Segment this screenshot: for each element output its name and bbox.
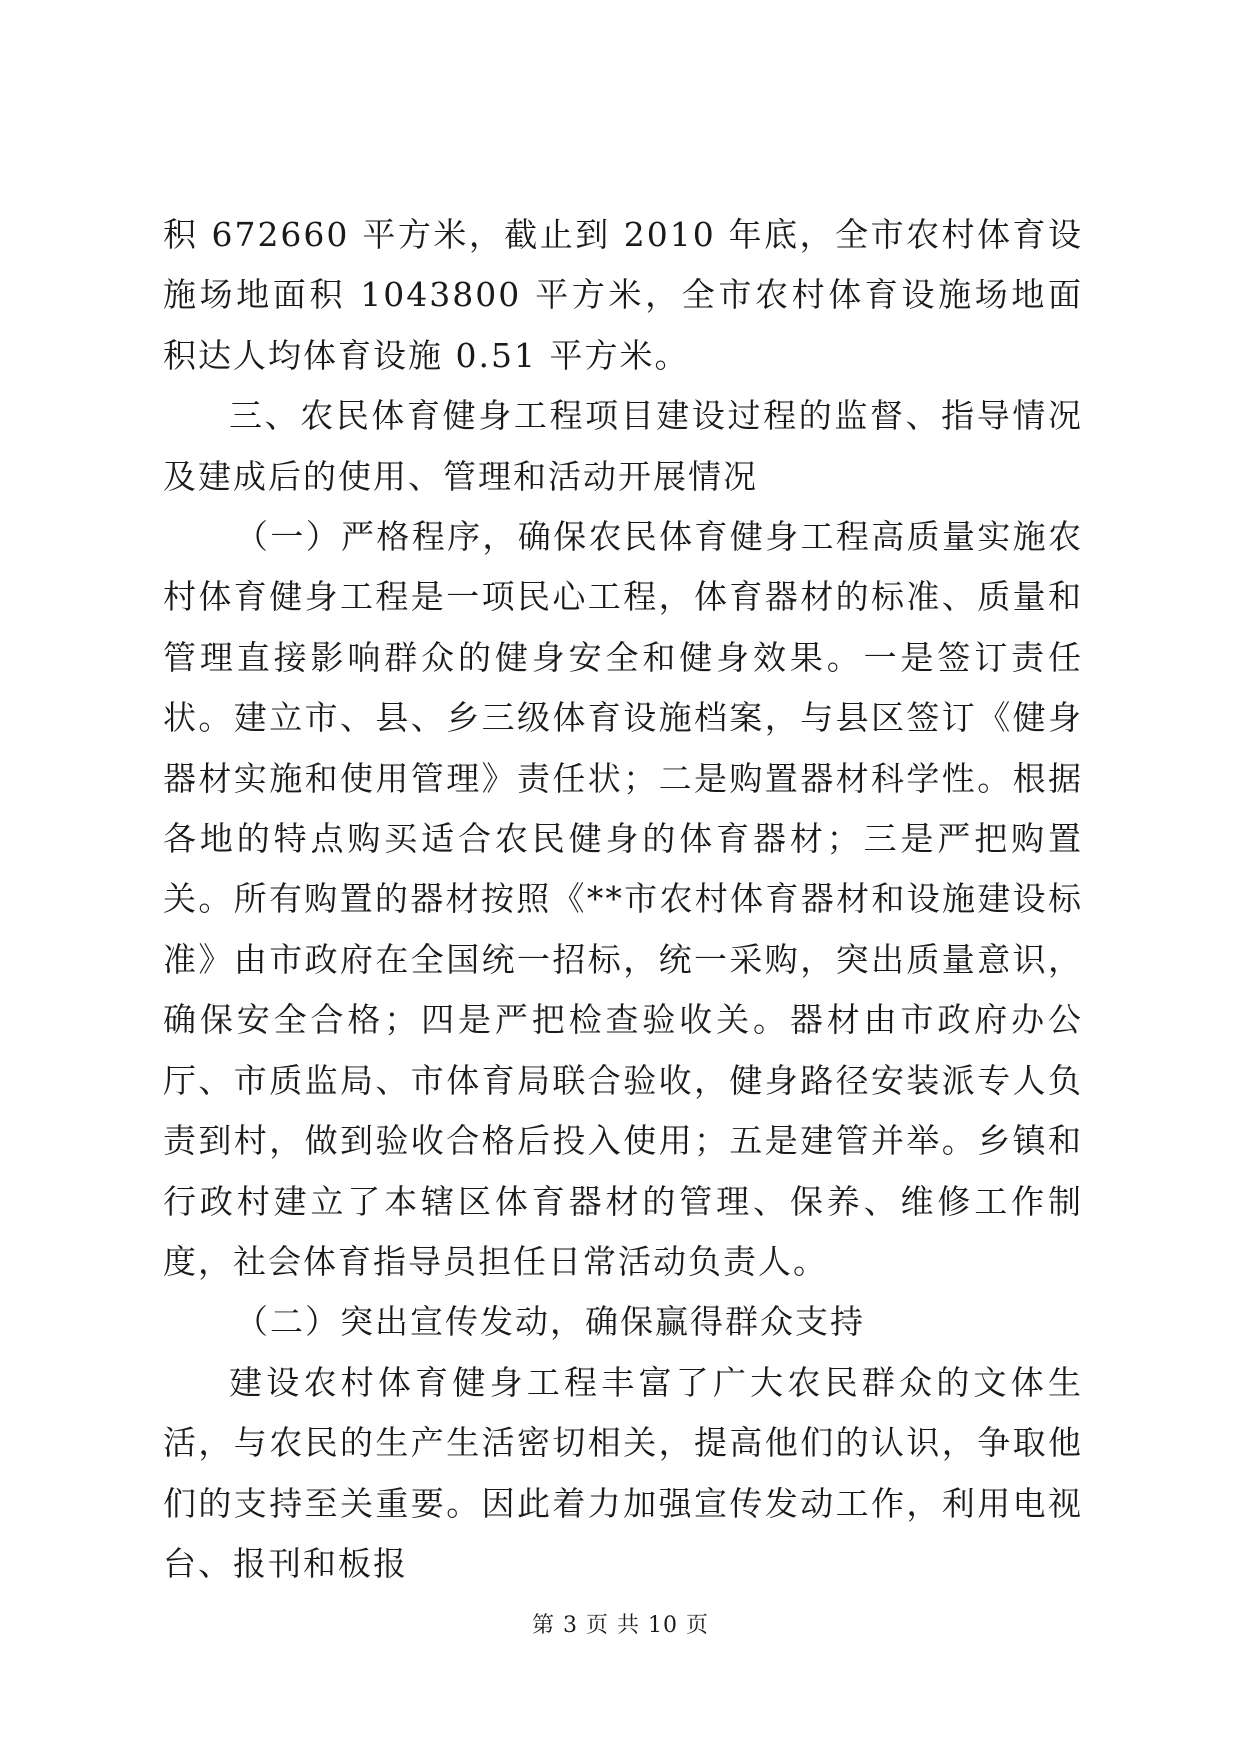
page-number-footer: 第 3 页 共 10 页 <box>532 1613 709 1638</box>
subheading-publicity: （二）突出宣传发动，确保赢得群众支持 <box>235 1302 865 1342</box>
paragraph-strict-procedure: （一）严格程序，确保农民体育健身工程高质量实施农村体育健身工程是一项民心工程，体育器材的标准、质量和管理直接影响群众的健身安全和健身效果。一是签订责任状。建立市、县、乡三级体育设施档案，与县区签订《健身器材实施和使用管理》责任状；二是购置器材科学性。根据各地的特点购买适合农民健身的体育器材；三是严把购置关。所有购置的器材按照《**市农村体育器材和设施建设标准》由市政府在全国统一招标，统一采购，突出质量意识，确保安全合格；四是严把检查验收关。器材由市政府办公厅、市质监局、市体育局联合验收，健身路径安装派专人负责到村，做到验收合格后投入使用；五是建管并举。乡镇和行政村建立了本辖区体育器材的管理、保养、维修工作制度，社会体育指导员担任日常活动负责人。 <box>163 517 1083 1281</box>
paragraph-publicity: 建设农村体育健身工程丰富了广大农民群众的文体生活，与农民的生产生活密切相关，提高他们的认识，争取他们的支持至关重要。因此着力加强宣传发动工作，利用电视台、报刊和板报 <box>163 1362 1083 1583</box>
paragraph-continuation: 积 672660 平方米，截止到 2010 年底，全市农村体育设施场地面积 1043800 平方米，全市农村体育设施场地面积达人均体育设施 0.51 平方米。 <box>163 215 1083 375</box>
document-body <box>163 205 1083 1594</box>
section-heading-3: 三、农民体育健身工程项目建设过程的监督、指导情况及建成后的使用、管理和活动开展情况 <box>163 396 1083 496</box>
